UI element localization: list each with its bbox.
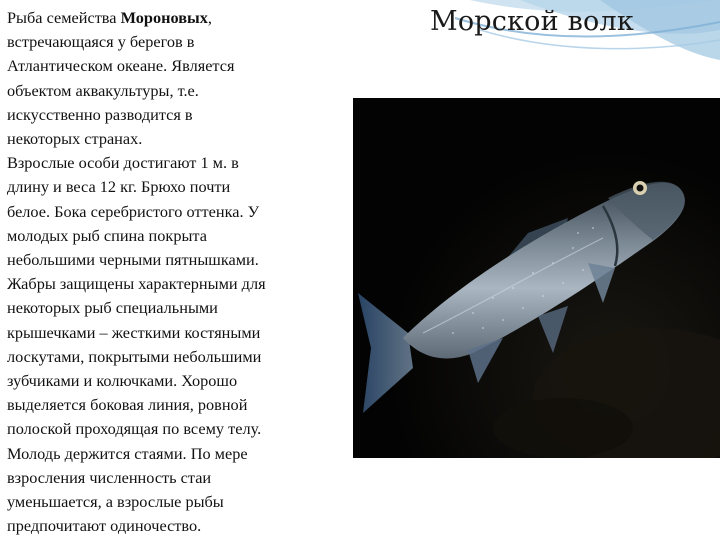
text-line: предпочитают одиночество. [7, 516, 202, 536]
text-line: небольшими черными пятнышками. [7, 250, 259, 270]
sea-bass-photo [353, 98, 720, 458]
intro-line [7, 6, 357, 30]
text-line: Молодь держится стаями. По мере [7, 443, 248, 463]
text-line: некоторых странах. [7, 129, 143, 149]
text-line: лоскутами, покрытыми небольшими [7, 346, 262, 366]
text-line: Атлантическом океане. Является [7, 56, 235, 76]
text-line: выделяется боковая линия, ровной [7, 395, 248, 415]
description-text [7, 6, 357, 538]
text-line: уменьшается, а взрослые рыбы [7, 492, 224, 512]
text-line: объектом аквакультуры, т.е. [7, 80, 199, 100]
text-line: взросления численность стаи [7, 467, 212, 487]
text-line: зубчиками и колючками. Хорошо [7, 371, 238, 391]
text-line: молодых рыб спина покрыта [7, 225, 207, 245]
text-line: некоторых рыб специальными [7, 298, 218, 318]
slide-title: Морской волк [430, 6, 634, 37]
text-line: длину и веса 12 кг. Брюхо почти [7, 177, 231, 197]
family-name: Мороновых [120, 8, 208, 27]
text-line: белое. Бока серебристого оттенка. У [7, 201, 260, 221]
text-line: полоской проходящая по всему телу. [7, 419, 262, 439]
text-line: Взрослые особи достигают 1 м. в [7, 153, 239, 173]
intro-suffix: , [207, 8, 212, 27]
text-line: искусственно разводится в [7, 104, 193, 124]
intro-prefix: Рыба семейства [7, 8, 121, 27]
text-line: Жабры защищены характерными для [7, 274, 266, 294]
text-line: крышечками – жесткими костяными [7, 322, 261, 342]
text-line: встречающаяся у берегов в [7, 32, 195, 52]
fish-illustration [353, 98, 720, 458]
